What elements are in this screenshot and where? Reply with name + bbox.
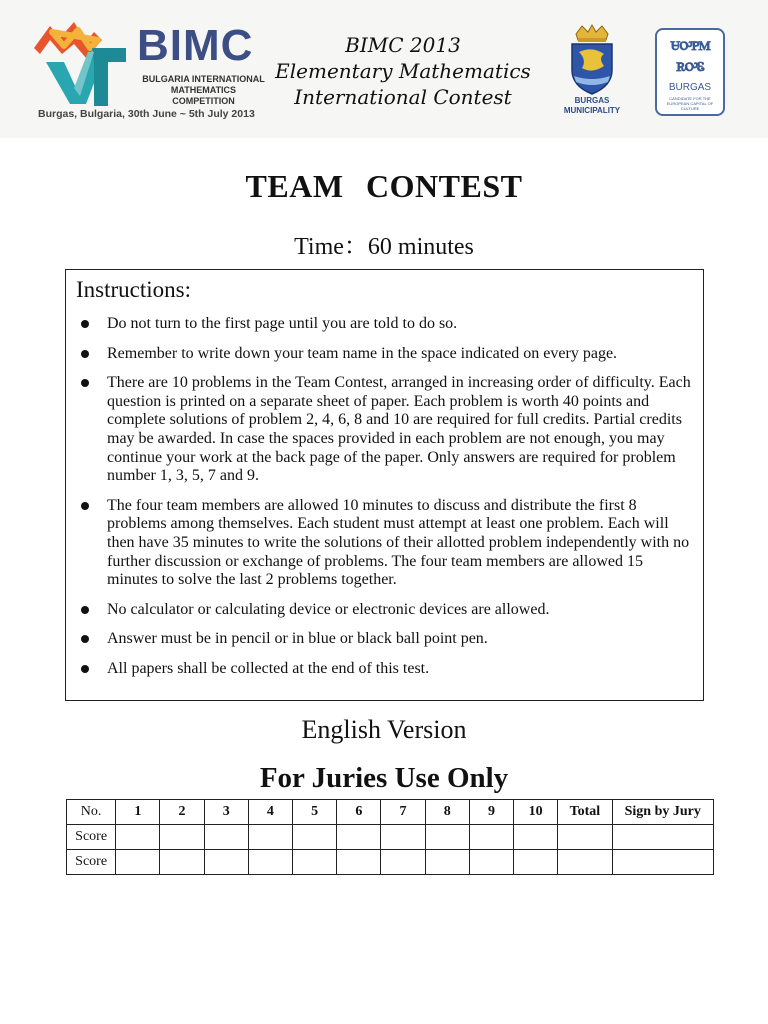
total-cell[interactable] (558, 850, 612, 875)
score-cell[interactable] (160, 825, 204, 850)
instruction-item (76, 630, 696, 649)
instruction-text: Answer must be in pencil or in blue or black ball point pen. (107, 630, 488, 648)
instruction-text: All papers shall be collected at the end of this test. (107, 659, 430, 677)
bimc-logo-text: BIMC (137, 21, 254, 70)
table-header-cell: 9 (469, 800, 513, 825)
score-row-label: Score (67, 850, 116, 875)
score-cell[interactable] (160, 850, 204, 875)
score-cell[interactable] (469, 825, 513, 850)
coat-of-arms-icon (552, 24, 632, 96)
bullet-icon (81, 502, 89, 510)
table-header-cell: 2 (160, 800, 204, 825)
bimc-emblem-icon (30, 18, 136, 108)
burgas-municipality-logo (552, 24, 632, 124)
bimc-logo-dates: Burgas, Bulgaria, 30th June ~ 5th July 2013 (38, 108, 255, 120)
instruction-item (76, 660, 696, 679)
score-cell[interactable] (381, 850, 425, 875)
bullet-icon (81, 665, 89, 673)
score-cell[interactable] (204, 825, 248, 850)
municipality-caption: BURGAS MUNICIPALITY (563, 96, 621, 115)
time-limit: Time：60 minutes (294, 234, 474, 260)
version-label: English Version (301, 715, 467, 744)
bullet-icon (81, 379, 89, 387)
burgas-culture-logo (655, 28, 725, 116)
burgas-logo-glyphs: ꮜꭴꮲꮇ ꭱꭴꮛ (670, 33, 710, 76)
bullet-icon (81, 320, 89, 328)
jury-sign-cell[interactable] (612, 825, 714, 850)
score-cell[interactable] (425, 825, 469, 850)
table-header-cell: 8 (425, 800, 469, 825)
table-header-cell: No. (67, 800, 116, 825)
score-row-label: Score (67, 825, 116, 850)
score-cell[interactable] (116, 825, 160, 850)
table-header-cell: 1 (116, 800, 160, 825)
score-cell[interactable] (204, 850, 248, 875)
instructions-box (65, 269, 704, 701)
instruction-text: Remember to write down your team name in the space indicated on every page. (107, 344, 618, 362)
score-cell[interactable] (293, 825, 337, 850)
instruction-item (76, 374, 696, 486)
burgas-logo-name: BURGAS (668, 82, 712, 93)
instruction-text: Do not turn to the first page until you are told to do so. (107, 315, 458, 332)
score-cell[interactable] (514, 850, 558, 875)
table-header-cell: 7 (381, 800, 425, 825)
score-table (66, 799, 714, 875)
instruction-item (76, 497, 696, 590)
score-cell[interactable] (248, 825, 292, 850)
score-cell[interactable] (293, 850, 337, 875)
contest-title-line1: BIMC 2013 (345, 33, 461, 57)
instruction-item (76, 315, 696, 334)
instructions-list (76, 315, 696, 690)
instruction-item (76, 345, 696, 364)
instruction-text: No calculator or calculating device or electronic devices are allowed. (107, 600, 550, 618)
table-header-cell: 6 (337, 800, 381, 825)
table-header-cell: 10 (514, 800, 558, 825)
bimc-logo-subtitle: BULGARIA INTERNATIONAL MATHEMATICS COMPETITION (142, 74, 265, 106)
score-cell[interactable] (116, 850, 160, 875)
jury-sign-cell[interactable] (612, 850, 714, 875)
page-title: TEAM CONTEST (245, 168, 523, 204)
instructions-heading: Instructions: (76, 277, 191, 302)
header-banner (0, 0, 768, 138)
contest-title-line3: International Contest (294, 85, 512, 109)
instruction-item (76, 601, 696, 620)
score-cell[interactable] (425, 850, 469, 875)
score-cell[interactable] (469, 850, 513, 875)
burgas-logo-subtitle: CANDIDATE FOR THE EUROPEAN CAPITAL OF CULTURE (666, 96, 714, 111)
bullet-icon (81, 350, 89, 358)
table-header-cell: Total (558, 800, 612, 825)
table-header-cell: 3 (204, 800, 248, 825)
score-cell[interactable] (514, 825, 558, 850)
score-cell[interactable] (381, 825, 425, 850)
instruction-text: The four team members are allowed 10 minutes to discuss and distribute the first 8 problems among themselves. Each student must attempt at least one problem. Each will then have 35 minutes to write the solutions of their allotted problem independently with no further discussion or exchange of problems. The four team members are allowed 15 minutes to solve the last 2 problems together. (107, 496, 690, 589)
score-table-header-row (67, 800, 714, 825)
score-row (67, 825, 714, 850)
total-cell[interactable] (558, 825, 612, 850)
contest-title (262, 32, 544, 110)
bullet-icon (81, 606, 89, 614)
score-cell[interactable] (248, 850, 292, 875)
table-header-cell: 5 (293, 800, 337, 825)
bimc-logo (30, 18, 265, 128)
score-cell[interactable] (337, 850, 381, 875)
table-header-cell: Sign by Jury (612, 800, 714, 825)
juries-heading: For Juries Use Only (259, 762, 509, 794)
score-row (67, 850, 714, 875)
instruction-text: There are 10 problems in the Team Contest, arranged in increasing order of difficulty. Each question is printed on a separate sheet of paper. Each problem is worth 40 points and complete solutions of problem 2, 4, 6, 8 and 10 are required for full credits. Partial credits may be awarded. In case the spaces provided in each problem are not enough, you may continue your work at the back page of the paper. Only answers are required for problem number 1, 3, 5, 7 and 9. (107, 374, 691, 485)
table-header-cell: 4 (248, 800, 292, 825)
score-cell[interactable] (337, 825, 381, 850)
bullet-icon (81, 635, 89, 643)
contest-title-line2: Elementary Mathematics (275, 59, 531, 83)
